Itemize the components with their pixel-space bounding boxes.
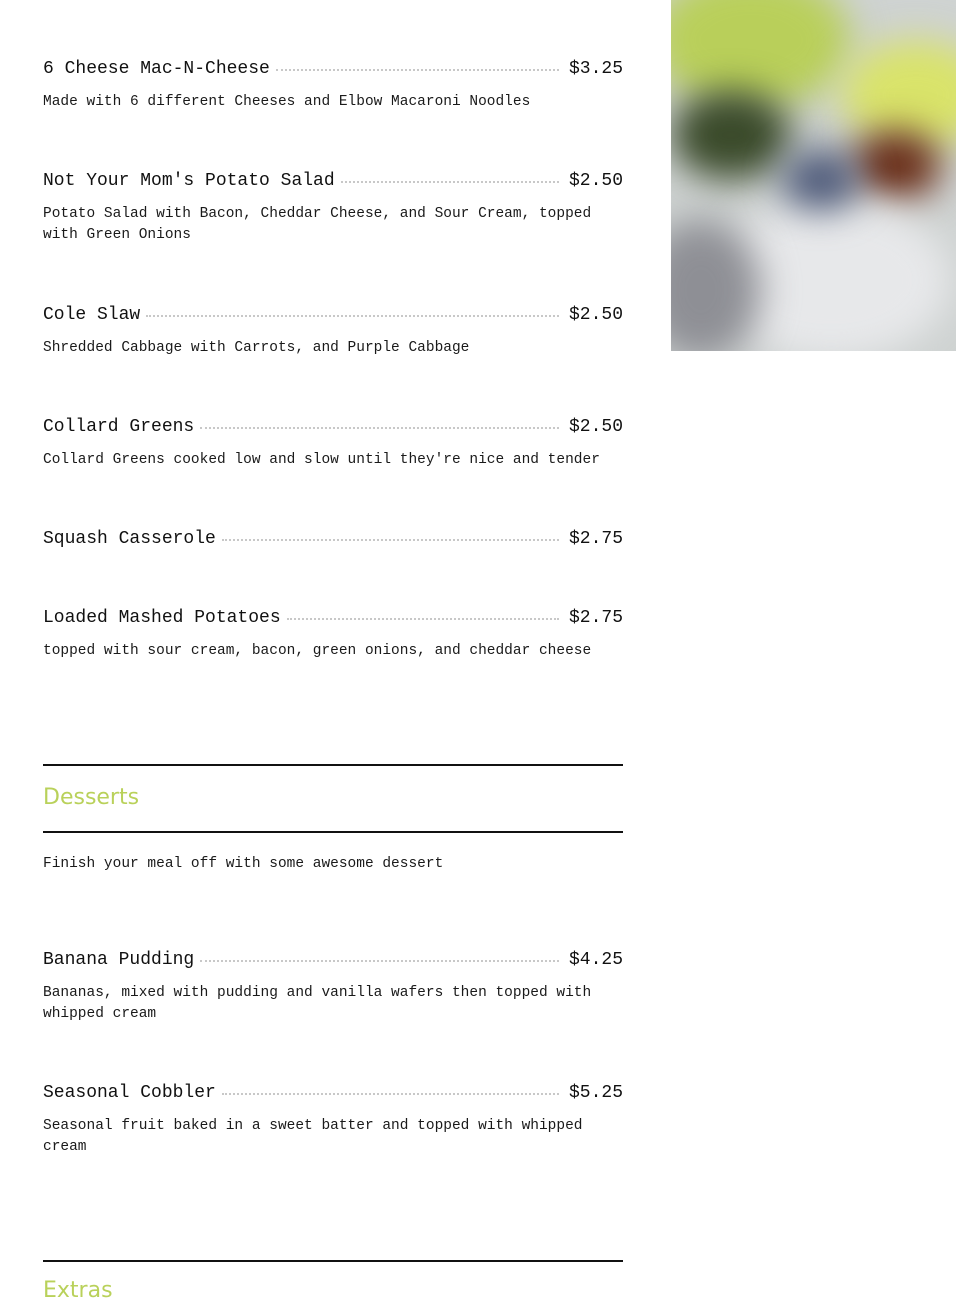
menu-item (43, 170, 623, 246)
menu-item (43, 949, 623, 1025)
section-description: Finish your meal off with some awesome dessert (43, 856, 444, 872)
menu-item (43, 416, 623, 471)
item-price: $4.25 (568, 950, 623, 970)
section-title-extras: Extras (43, 1278, 113, 1303)
item-name: Loaded Mashed Potatoes (43, 608, 281, 628)
menu-item (43, 58, 623, 113)
dot-leader (200, 959, 559, 962)
item-description: Made with 6 different Cheeses and Elbow Macaroni Noodles (43, 94, 531, 110)
item-price: $2.75 (568, 529, 623, 549)
menu-item (43, 1082, 623, 1158)
item-description: Potato Salad with Bacon, Cheddar Cheese, and Sour Cream, topped with Green Onions (43, 206, 592, 243)
dot-leader (146, 314, 559, 317)
item-name: Collard Greens (43, 417, 195, 437)
menu-item (43, 528, 623, 550)
item-name: Seasonal Cobbler (43, 1083, 216, 1103)
dot-leader (276, 68, 559, 71)
dot-leader (222, 538, 559, 541)
item-description: Collard Greens cooked low and slow until they're nice and tender (43, 452, 600, 468)
item-description: Bananas, mixed with pudding and vanilla wafers then topped with whipped cream (43, 985, 592, 1022)
item-description: Seasonal fruit baked in a sweet batter and topped with whipped cream (43, 1118, 583, 1155)
section-divider (43, 831, 623, 833)
section-divider (43, 764, 623, 766)
item-price: $2.50 (568, 171, 623, 191)
menu-item (43, 304, 623, 359)
food-photo (671, 0, 956, 351)
item-name: 6 Cheese Mac-N-Cheese (43, 59, 270, 79)
item-name: Not Your Mom's Potato Salad (43, 171, 335, 191)
dot-leader (200, 426, 559, 429)
dot-leader (341, 180, 559, 183)
item-price: $3.25 (568, 59, 623, 79)
item-price: $2.50 (568, 417, 623, 437)
menu-item (43, 607, 623, 662)
item-name: Squash Casserole (43, 529, 216, 549)
item-description: topped with sour cream, bacon, green onions, and cheddar cheese (43, 643, 592, 659)
item-name: Banana Pudding (43, 950, 195, 970)
dot-leader (222, 1092, 559, 1095)
item-description: Shredded Cabbage with Carrots, and Purple Cabbage (43, 340, 470, 356)
item-name: Cole Slaw (43, 305, 141, 325)
section-title-desserts: Desserts (43, 785, 140, 810)
section-divider (43, 1260, 623, 1262)
dot-leader (287, 617, 559, 620)
item-price: $2.75 (568, 608, 623, 628)
item-price: $5.25 (568, 1083, 623, 1103)
item-price: $2.50 (568, 305, 623, 325)
